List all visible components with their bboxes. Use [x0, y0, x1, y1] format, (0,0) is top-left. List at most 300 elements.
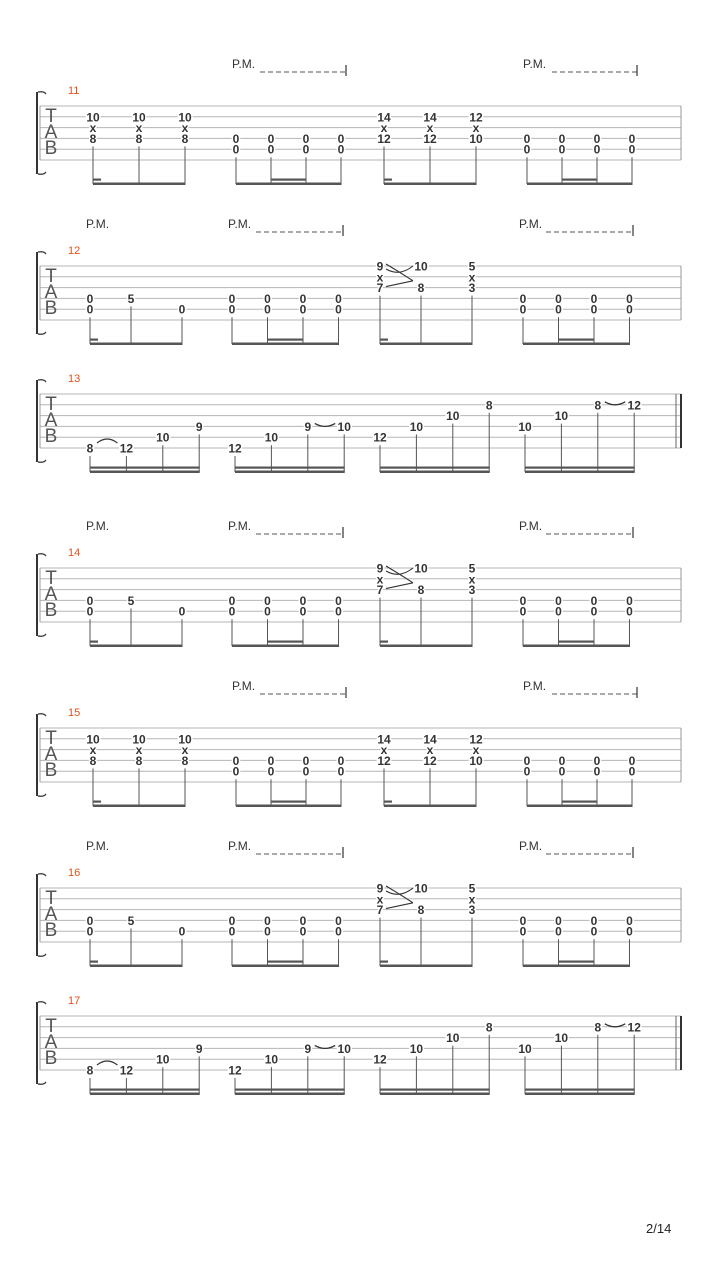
fret-number: 0 [86, 593, 94, 608]
beam [235, 1093, 345, 1096]
fret-number: 8 [485, 398, 493, 413]
slide-line [386, 886, 413, 903]
fret-number: 0 [228, 604, 236, 619]
fret-number: 9 [376, 561, 384, 576]
beam [380, 471, 490, 474]
bracket-top [38, 714, 46, 716]
beam-partial [380, 961, 388, 963]
fret-number: 8 [181, 753, 189, 768]
fret-number: 12 [627, 398, 641, 413]
fret-number: 0 [337, 131, 345, 146]
beam-partial [90, 641, 98, 643]
palm-mute-label: P.M. [86, 217, 110, 231]
beam-secondary [562, 801, 597, 803]
system-16 [36, 839, 681, 967]
fret-number: 0 [626, 604, 633, 619]
tab-clef-letter: A [44, 282, 58, 303]
fret-number: 0 [593, 131, 601, 146]
fret-number: 0 [558, 131, 566, 146]
fret-number: 10 [337, 1041, 351, 1056]
fret-number: 0 [335, 913, 342, 928]
dead-note: x [468, 892, 476, 907]
fret-number: 0 [232, 764, 240, 779]
fret-number: 0 [519, 593, 527, 608]
fret-number: 0 [523, 764, 531, 779]
beam [527, 183, 633, 186]
tab-clef-letter: A [44, 410, 58, 431]
note-group [233, 132, 345, 185]
dead-note: x [135, 121, 143, 136]
fret-number: 10 [554, 409, 569, 424]
fret-number: 8 [181, 131, 189, 146]
fret-number: 0 [523, 753, 531, 768]
fret-number: 10 [414, 259, 428, 274]
beam [527, 805, 633, 808]
tab-clef-letter: T [45, 393, 57, 415]
fret-number: 0 [299, 913, 307, 928]
bracket-top [38, 252, 46, 254]
fret-number: 0 [523, 131, 531, 146]
fret-number: 10 [264, 1052, 279, 1067]
note-group [520, 594, 634, 647]
beam [232, 965, 339, 968]
palm-mute-label: P.M. [523, 57, 547, 71]
fret-number: 0 [335, 302, 342, 317]
note-group [373, 1020, 493, 1095]
beam-secondary [380, 467, 490, 469]
fret-number: 0 [555, 291, 562, 306]
note-group [373, 398, 493, 473]
fret-number: 0 [519, 924, 527, 939]
beam [384, 183, 477, 186]
fret-number: 0 [626, 913, 633, 928]
fret-number: 0 [228, 924, 236, 939]
fret-number: 10 [132, 732, 146, 747]
fret-number: 0 [519, 913, 527, 928]
fret-number: 8 [89, 131, 97, 146]
fret-number: 9 [304, 419, 312, 434]
beam-partial [93, 801, 101, 803]
fret-number: 9 [304, 1041, 312, 1056]
note-group [377, 260, 476, 346]
fret-number: 8 [135, 131, 143, 146]
bracket-bottom [38, 954, 46, 956]
beam [93, 183, 186, 186]
fret-number: 7 [376, 281, 384, 296]
beam-secondary [380, 1089, 490, 1091]
fret-number: 0 [299, 593, 307, 608]
beam [380, 343, 473, 346]
fret-number: 0 [628, 142, 636, 157]
tab-clef-letter: A [44, 904, 58, 925]
fret-number: 0 [519, 302, 527, 317]
fret-number: 0 [555, 924, 562, 939]
fret-number: 10 [518, 419, 532, 434]
beam-secondary [271, 801, 306, 803]
fret-number: 10 [178, 110, 192, 125]
beam-partial [384, 179, 392, 181]
tab-clef-letter: B [44, 426, 58, 448]
measure-number: 16 [68, 867, 81, 879]
fret-number: 12 [423, 131, 437, 146]
beam-secondary [90, 467, 200, 469]
beam [90, 965, 183, 968]
slide-line [386, 281, 413, 287]
beam-partial [380, 641, 388, 643]
note-group [229, 594, 343, 647]
fret-number: 0 [337, 142, 345, 157]
dead-note: x [89, 743, 97, 758]
beam [90, 471, 200, 474]
fret-number: 0 [593, 753, 601, 768]
bracket-bottom [38, 332, 46, 334]
fret-number: 0 [299, 604, 307, 619]
beam-secondary [235, 467, 345, 469]
beam [235, 471, 345, 474]
measure-number: 15 [68, 707, 81, 719]
system-bracket [36, 380, 38, 462]
fret-number: 8 [89, 753, 97, 768]
fret-number: 0 [626, 593, 633, 608]
fret-number: 0 [264, 913, 271, 928]
note-group [228, 420, 351, 473]
beam [523, 645, 630, 648]
fret-number: 0 [558, 142, 566, 157]
tab-clef-letter: B [44, 1048, 58, 1070]
bracket-top [38, 554, 46, 556]
fret-number: 0 [264, 924, 271, 939]
fret-number: 0 [178, 302, 186, 317]
fret-number: 0 [264, 302, 271, 317]
fret-number: 0 [228, 302, 236, 317]
bracket-bottom [38, 634, 46, 636]
dead-note: x [468, 572, 476, 587]
beam [525, 471, 635, 474]
page-number: 2/14 [646, 1221, 672, 1236]
dead-note: x [426, 121, 434, 136]
fret-number: 10 [264, 430, 279, 445]
beam [523, 343, 630, 346]
dead-note: x [181, 121, 189, 136]
fret-number: 0 [558, 753, 566, 768]
fret-number: 10 [414, 561, 428, 576]
dead-note: x [380, 121, 388, 136]
slide-line [386, 903, 413, 909]
fret-number: 8 [594, 1020, 602, 1035]
fret-number: 8 [417, 583, 425, 598]
tab-clef-letter: B [44, 138, 58, 160]
tab-clef-letter: T [45, 727, 57, 749]
fret-number: 0 [267, 131, 275, 146]
tie-arc [97, 439, 117, 443]
fret-number: 9 [195, 1041, 203, 1056]
beam-secondary [559, 961, 595, 963]
fret-number: 0 [178, 604, 186, 619]
beam-secondary [90, 1089, 200, 1091]
system-bracket [36, 252, 38, 334]
note-group [524, 754, 636, 807]
beam-partial [380, 339, 388, 341]
fret-number: 0 [590, 593, 598, 608]
dead-note: x [468, 270, 476, 285]
dead-note: x [376, 270, 384, 285]
system-bracket [36, 92, 38, 174]
note-group [518, 1020, 641, 1095]
beam [380, 645, 473, 648]
beam-secondary [525, 467, 635, 469]
tab-clef-letter: T [45, 265, 57, 287]
tab-clef-letter: B [44, 920, 58, 942]
fret-number: 0 [228, 593, 236, 608]
note-group [520, 292, 634, 345]
fret-number: 12 [228, 441, 242, 456]
tie-arc [97, 1061, 117, 1065]
tab-clef-letter: T [45, 887, 57, 909]
fret-number: 0 [232, 753, 240, 768]
fret-number: 8 [485, 1020, 493, 1035]
bracket-bottom [38, 794, 46, 796]
slide-line [386, 583, 413, 589]
system-17 [36, 995, 681, 1095]
bracket-bottom [38, 1082, 46, 1084]
fret-number: 9 [376, 259, 384, 274]
palm-mute-label: P.M. [232, 679, 256, 693]
fret-number: 5 [468, 561, 476, 576]
fret-number: 0 [555, 302, 562, 317]
fret-number: 10 [518, 1041, 532, 1056]
fret-number: 0 [86, 291, 94, 306]
fret-number: 5 [468, 259, 476, 274]
note-group [228, 1042, 351, 1095]
fret-number: 8 [86, 441, 94, 456]
system-15 [36, 679, 681, 807]
palm-mute-label: P.M. [228, 839, 252, 853]
fret-number: 10 [178, 732, 192, 747]
tab-clef-letter: T [45, 105, 57, 127]
tab-clef-letter: A [44, 744, 58, 765]
fret-number: 0 [228, 913, 236, 928]
fret-number: 9 [376, 881, 384, 896]
fret-number: 0 [626, 924, 633, 939]
beam-secondary [235, 1089, 345, 1091]
fret-number: 5 [468, 881, 476, 896]
fret-number: 10 [446, 409, 460, 424]
fret-number: 0 [590, 302, 598, 317]
fret-number: 10 [409, 419, 424, 434]
palm-mute-label: P.M. [86, 519, 110, 533]
fret-number: 0 [626, 302, 633, 317]
fret-number: 10 [86, 110, 100, 125]
bracket-top [38, 1002, 46, 1004]
fret-number: 10 [469, 753, 483, 768]
fret-number: 12 [377, 131, 391, 146]
fret-number: 0 [558, 764, 566, 779]
fret-number: 0 [593, 764, 601, 779]
beam-secondary [562, 179, 597, 181]
fret-number: 3 [468, 281, 476, 296]
fret-number: 12 [119, 1063, 134, 1078]
fret-number: 0 [302, 764, 310, 779]
fret-number: 10 [156, 430, 170, 445]
fret-number: 9 [195, 419, 203, 434]
fret-number: 0 [302, 142, 310, 157]
fret-number: 0 [232, 131, 240, 146]
fret-number: 0 [590, 924, 598, 939]
beam [384, 805, 477, 808]
tab-clef-letter: A [44, 584, 58, 605]
fret-number: 0 [590, 291, 598, 306]
palm-mute-label: P.M. [519, 217, 543, 231]
dead-note: x [376, 892, 384, 907]
fret-number: 0 [628, 753, 636, 768]
fret-number: 0 [555, 913, 562, 928]
system-bracket [36, 874, 38, 956]
fret-number: 0 [299, 291, 307, 306]
fret-number: 0 [178, 924, 186, 939]
fret-number: 10 [86, 732, 100, 747]
slide-line [386, 566, 413, 583]
fret-number: 8 [135, 753, 143, 768]
fret-number: 0 [593, 142, 601, 157]
dead-note: x [135, 743, 143, 758]
fret-number: 0 [335, 593, 342, 608]
fret-number: 14 [377, 732, 391, 747]
fret-number: 14 [423, 732, 437, 747]
palm-mute-label: P.M. [232, 57, 256, 71]
beam-partial [384, 801, 392, 803]
note-group [87, 420, 203, 473]
fret-number: 0 [302, 753, 310, 768]
beam [380, 1093, 490, 1096]
beam [232, 343, 339, 346]
beam-partial [90, 339, 98, 341]
fret-number: 12 [627, 1020, 641, 1035]
beam-partial [93, 179, 101, 181]
fret-number: 12 [423, 753, 437, 768]
fret-number: 0 [626, 291, 633, 306]
fret-number: 0 [337, 764, 345, 779]
beam [90, 645, 183, 648]
beam-partial [90, 961, 98, 963]
slide-line [386, 264, 413, 281]
fret-number: 12 [228, 1063, 242, 1078]
dead-note: x [380, 743, 388, 758]
fret-number: 7 [376, 583, 384, 598]
system-bracket [36, 714, 38, 796]
note-group [377, 110, 483, 185]
fret-number: 7 [376, 903, 384, 918]
palm-mute-label: P.M. [519, 839, 543, 853]
beam [90, 343, 183, 346]
fret-number: 5 [127, 291, 135, 306]
fret-number: 0 [555, 593, 562, 608]
fret-number: 0 [628, 764, 636, 779]
beam-secondary [525, 1089, 635, 1091]
system-bracket [36, 1002, 38, 1084]
beam [90, 1093, 200, 1096]
fret-number: 0 [519, 291, 527, 306]
fret-number: 10 [469, 131, 483, 146]
fret-number: 0 [299, 924, 307, 939]
note-group [377, 882, 476, 968]
note-group [520, 914, 634, 967]
dead-note: x [472, 743, 480, 758]
palm-mute-label: P.M. [228, 519, 252, 533]
note-group [524, 132, 636, 185]
note-group [229, 914, 343, 967]
fret-number: 8 [417, 903, 425, 918]
fret-number: 0 [590, 604, 598, 619]
system-12 [36, 217, 681, 345]
beam-secondary [271, 179, 306, 181]
fret-number: 14 [423, 110, 437, 125]
fret-number: 0 [228, 291, 236, 306]
dead-note: x [181, 743, 189, 758]
dead-note: x [89, 121, 97, 136]
fret-number: 0 [86, 913, 94, 928]
tab-clef-letter: B [44, 298, 58, 320]
tab-clef-letter: B [44, 760, 58, 782]
tab-clef-letter: T [45, 1015, 57, 1037]
measure-number: 12 [68, 245, 81, 257]
tab-clef-letter: A [44, 122, 58, 143]
fret-number: 0 [86, 302, 94, 317]
beam [236, 183, 342, 186]
fret-number: 10 [132, 110, 146, 125]
fret-number: 0 [264, 593, 271, 608]
note-group [86, 732, 192, 807]
dead-note: x [472, 121, 480, 136]
system-13 [36, 373, 681, 473]
beam-secondary [268, 641, 304, 643]
beam [380, 965, 473, 968]
fret-number: 0 [335, 924, 342, 939]
beam [523, 965, 630, 968]
fret-number: 12 [373, 1052, 387, 1067]
bracket-top [38, 92, 46, 94]
note-group [87, 292, 186, 345]
palm-mute-label: P.M. [86, 839, 110, 853]
fret-number: 10 [409, 1041, 424, 1056]
fret-number: 0 [86, 604, 94, 619]
fret-number: 5 [127, 913, 135, 928]
note-group [87, 1042, 203, 1095]
fret-number: 8 [86, 1063, 94, 1078]
fret-number: 0 [590, 913, 598, 928]
fret-number: 0 [335, 604, 342, 619]
note-group [377, 732, 483, 807]
beam-secondary [268, 961, 304, 963]
fret-number: 0 [335, 291, 342, 306]
note-group [86, 110, 192, 185]
measure-number: 17 [68, 995, 81, 1007]
note-group [87, 914, 186, 967]
fret-number: 0 [519, 604, 527, 619]
fret-number: 12 [373, 430, 387, 445]
beam [93, 805, 186, 808]
fret-number: 0 [302, 131, 310, 146]
fret-number: 8 [594, 398, 602, 413]
palm-mute-label: P.M. [519, 519, 543, 533]
fret-number: 10 [414, 881, 428, 896]
fret-number: 10 [337, 419, 351, 434]
fret-number: 12 [119, 441, 134, 456]
tab-clef-letter: A [44, 1032, 58, 1053]
fret-number: 0 [264, 291, 271, 306]
measure-number: 11 [68, 85, 80, 97]
dead-note: x [426, 743, 434, 758]
fret-number: 0 [555, 604, 562, 619]
